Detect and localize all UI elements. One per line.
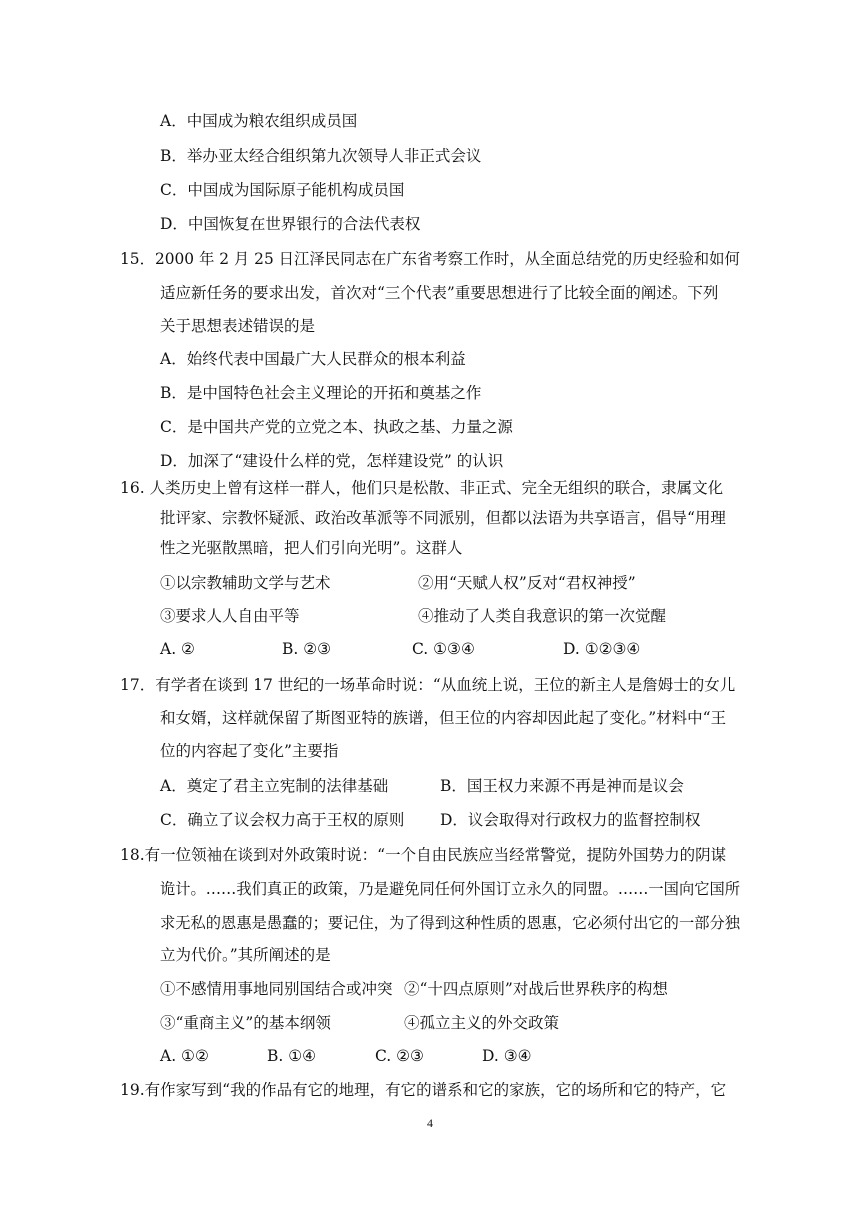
q18-stem-line-4: 立为代价。”其所阐述的是: [160, 946, 331, 964]
q18-stem-line-2: 诡计。……我们真正的政策，乃是避免同任何外国订立永久的同盟。……一国向它国所: [160, 880, 741, 898]
q14-option-a: A．中国成为粮农组织成员国: [160, 112, 358, 130]
q16-stem-line-2: 批评家、宗教怀疑派、政治改革派等不同派别，但都以法语为共享语言，倡导“用理: [160, 509, 726, 527]
q14-option-c: C．中国成为国际原子能机构成员国: [160, 181, 405, 199]
q16-stem-line-1: 16. 人类历史上曾有这样一群人，他们只是松散、非正式、完全无组织的联合，隶属文化: [120, 479, 724, 497]
q16-option-b: B. ②③: [282, 640, 332, 658]
q15-stem-line-3: 关于思想表述错误的是: [160, 317, 316, 335]
q18-option-c: C. ②③: [375, 1047, 424, 1065]
q18-item-4: ④孤立主义的外交政策: [404, 1014, 560, 1032]
q15-stem-line-2: 适应新任务的要求出发，首次对“三个代表”重要思想进行了比较全面的阐述。下列: [160, 284, 719, 302]
q18-option-b: B. ①④: [267, 1047, 317, 1065]
q18-item-2: ②“十四点原则”对战后世界秩序的构想: [404, 980, 668, 998]
q15-option-a: A．始终代表中国最广大人民群众的根本利益: [160, 350, 466, 368]
q18-option-a: A. ①②: [160, 1047, 209, 1065]
q17-stem-line-2: 和女婿，这样就保留了斯图亚特的族谱，但王位的内容却因此起了变化。”材料中“王: [160, 709, 727, 727]
q16-item-3: ③要求人人自由平等: [160, 607, 300, 625]
q17-option-d: D．议会取得对行政权力的监督控制权: [440, 811, 701, 829]
q18-stem-line-1: 18.有一位领袖在谈到对外政策时说：“一个自由民族应当经常警觉，提防外国势力的阴谋: [120, 846, 727, 864]
q16-option-c: C. ①③④: [412, 640, 475, 658]
q15-option-d: D．加深了“建设什么样的党，怎样建设党” 的认识: [160, 452, 504, 470]
q16-item-2: ②用“天赋人权”反对“君权神授”: [418, 574, 636, 592]
q17-stem-line-3: 位的内容起了变化”主要指: [160, 742, 339, 760]
q16-stem-line-3: 性之光驱散黑暗，把人们引向光明”。这群人: [160, 539, 463, 557]
q17-option-b: B．国王权力来源不再是神而是议会: [440, 777, 684, 795]
q17-option-c: C．确立了议会权力高于王权的原则: [160, 811, 405, 829]
q18-item-3: ③“重商主义”的基本纲领: [160, 1014, 331, 1032]
q15-option-b: B．是中国特色社会主义理论的开拓和奠基之作: [160, 384, 482, 402]
q18-stem-line-3: 求无私的恩惠是愚蠢的；要记住，为了得到这种性质的恩惠，它必须付出它的一部分独: [160, 914, 741, 932]
q19-stem-line-1: 19.有作家写到“我的作品有它的地理，有它的谱系和它的家族，它的场所和它的特产，它: [120, 1081, 727, 1099]
q16-option-d: D. ①②③④: [563, 640, 641, 658]
q16-item-4: ④推动了人类自我意识的第一次觉醒: [418, 607, 667, 625]
q17-option-a: A．奠定了君主立宪制的法律基础: [160, 777, 389, 795]
q14-option-d: D．中国恢复在世界银行的合法代表权: [160, 215, 421, 233]
q16-item-1: ①以宗教辅助文学与艺术: [160, 574, 331, 592]
q16-option-a: A. ②: [160, 640, 195, 658]
q15-option-c: C．是中国共产党的立党之本、执政之基、力量之源: [160, 418, 513, 436]
q18-item-1: ①不感情用事地同别国结合或冲突: [160, 980, 393, 998]
q15-stem-line-1: 15．2000 年 2 月 25 日江泽民同志在广东省考察工作时，从全面总结党的历史经验和如何: [120, 250, 740, 268]
q17-stem-line-1: 17．有学者在谈到 17 世纪的一场革命时说：“从血统上说，王位的新主人是詹姆士的女儿: [120, 676, 736, 694]
q18-option-d: D. ③④: [482, 1047, 532, 1065]
q14-option-b: B．举办亚太经合组织第九次领导人非正式会议: [160, 147, 482, 165]
page-number: 4: [427, 1116, 433, 1130]
